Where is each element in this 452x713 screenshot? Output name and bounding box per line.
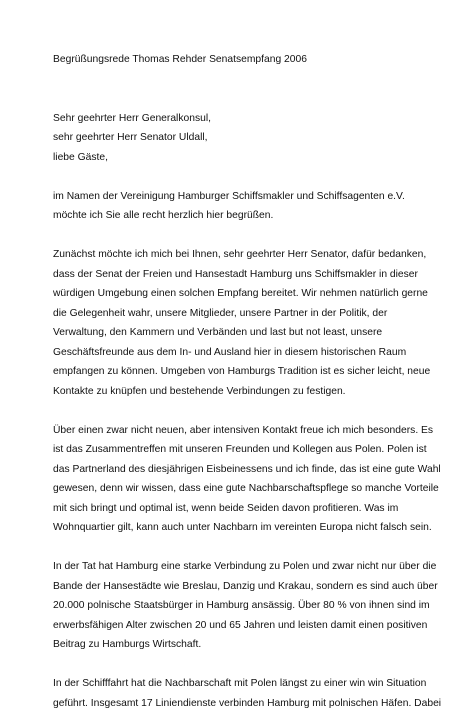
paragraph-line: die Gelegenheit wahr, unsere Mitglieder, unsere Partner in der Politik, der	[53, 304, 408, 324]
paragraph-poland	[53, 421, 408, 538]
paragraph-line: das Partnerland des diesjährigen Eisbeinessens und ich finde, das ist eine gute Wahl	[53, 460, 408, 480]
salutation-line: liebe Gäste,	[53, 148, 408, 168]
salutation-block	[53, 109, 408, 168]
spacer	[53, 538, 408, 558]
paragraph-line: Geschäftsfreunde aus dem In- und Ausland hier in diesem historischen Raum	[53, 343, 408, 363]
paragraph-line: erwerbsfähigen Alter zwischen 20 und 65 Jahren und leisten damit einen positiven	[53, 616, 408, 636]
paragraph-line: würdigen Umgebung einen solchen Empfang bereitet. Wir nehmen natürlich gerne	[53, 284, 408, 304]
spacer	[53, 401, 408, 421]
document-title: Begrüßungsrede Thomas Rehder Senatsempfang 2006	[53, 50, 408, 70]
paragraph-line: gewesen, denn wir wissen, dass eine gute Nachbarschaftspflege so manche Vorteile	[53, 479, 408, 499]
paragraph-line: 20.000 polnische Staatsbürger in Hamburg ansässig. Über 80 % von ihnen sind im	[53, 596, 408, 616]
paragraph-line: In der Schifffahrt hat die Nachbarschaft mit Polen längst zu einer win win Situation	[53, 674, 408, 694]
paragraph-line: Kontakte zu knüpfen und bestehende Verbindungen zu festigen.	[53, 382, 408, 402]
paragraph-line: Beitrag zu Hamburgs Wirtschaft.	[53, 635, 408, 655]
spacer	[53, 167, 408, 187]
paragraph-line: empfangen zu können. Umgeben von Hamburgs Tradition ist es sicher leicht, neue	[53, 362, 408, 382]
paragraph-line: Verwaltung, den Kammern und Verbänden und last but not least, unsere	[53, 323, 408, 343]
paragraph-thanks	[53, 245, 408, 401]
paragraph-line: möchte ich Sie alle recht herzlich hier begrüßen.	[53, 206, 408, 226]
paragraph-line: mit sich bringt und optimal ist, wenn beide Seiden davon profitieren. Was im	[53, 499, 408, 519]
document-text	[53, 50, 408, 713]
paragraph-line: Zunächst möchte ich mich bei Ihnen, sehr geehrter Herr Senator, dafür bedanken,	[53, 245, 408, 265]
paragraph-greeting	[53, 187, 408, 226]
spacer	[53, 655, 408, 675]
paragraph-line: geführt. Insgesamt 17 Liniendienste verbinden Hamburg mit polnischen Häfen. Dabei	[53, 694, 408, 713]
paragraph-line: dass der Senat der Freien und Hansestadt Hamburg uns Schiffsmakler in dieser	[53, 265, 408, 285]
spacer	[53, 226, 408, 246]
spacer	[53, 89, 408, 109]
paragraph-line: Wohnquartier gilt, kann auch unter Nachbarn im vereinten Europa nicht falsch sein.	[53, 518, 408, 538]
paragraph-line: im Namen der Vereinigung Hamburger Schiffsmakler und Schiffsagenten e.V.	[53, 187, 408, 207]
paragraph-line: ist das Zusammentreffen mit unseren Freunden und Kollegen aus Polen. Polen ist	[53, 440, 408, 460]
paragraph-line: In der Tat hat Hamburg eine starke Verbindung zu Polen und zwar nicht nur über die	[53, 557, 408, 577]
paragraph-line: Über einen zwar nicht neuen, aber intensiven Kontakt freue ich mich besonders. Es	[53, 421, 408, 441]
paragraph-line: Bande der Hansestädte wie Breslau, Danzig und Krakau, sondern es sind auch über	[53, 577, 408, 597]
paragraph-shipping	[53, 674, 408, 713]
spacer	[53, 70, 408, 90]
salutation-line: sehr geehrter Herr Senator Uldall,	[53, 128, 408, 148]
salutation-line: Sehr geehrter Herr Generalkonsul,	[53, 109, 408, 129]
